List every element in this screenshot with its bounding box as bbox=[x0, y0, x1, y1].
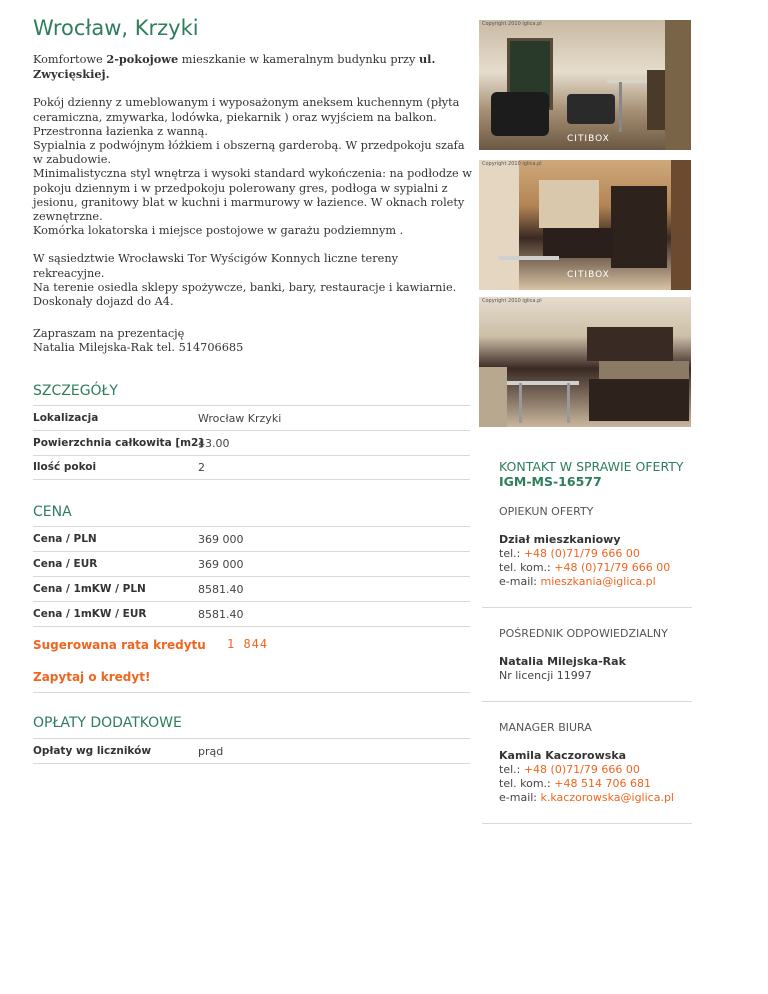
description bbox=[33, 52, 473, 370]
description-intro bbox=[33, 52, 473, 82]
detail-label: Lokalizacja bbox=[33, 412, 99, 424]
divider bbox=[33, 526, 470, 527]
neighbourhood-line: Na terenie osiedla sklepy spożywcze, banki, bary, restauracje i kawiarnie. bbox=[33, 280, 457, 294]
divider bbox=[33, 430, 470, 431]
manager-heading: MANAGER BIURA bbox=[499, 721, 592, 734]
manager-name: Kamila Kaczorowska bbox=[499, 749, 627, 762]
photo-watermark: CITIBOX bbox=[567, 134, 610, 144]
feature-line: Pokój dzienny z umeblowanym i wyposażonym aneksem kuchennym (płyta ceramiczna, zmywarka, lodówka, piekarnik ) oraz wyjściem na balkon. bbox=[33, 96, 460, 124]
intro-rooms: 2-pokojowe bbox=[106, 52, 179, 66]
divider bbox=[482, 823, 692, 824]
description-invitation bbox=[33, 327, 473, 355]
agent-details bbox=[499, 655, 626, 683]
description-features bbox=[33, 96, 473, 238]
caretaker-details bbox=[499, 533, 670, 589]
photo-kitchen[interactable] bbox=[479, 160, 691, 290]
photo-watermark: CITIBOX bbox=[567, 270, 610, 280]
offer-id: IGM-MS-16577 bbox=[499, 474, 602, 489]
intro-text-2: mieszkanie w kameralnym budynku przy bbox=[178, 53, 419, 66]
photo-copyright: Copyright 2010 iglica.pl bbox=[482, 21, 542, 27]
detail-value: 43.00 bbox=[198, 437, 230, 450]
divider bbox=[482, 607, 692, 608]
fee-value: prąd bbox=[198, 745, 224, 758]
caretaker-heading: OPIEKUN OFERTY bbox=[499, 505, 594, 518]
email-label: e-mail: bbox=[499, 575, 541, 588]
agent-heading: POŚREDNIK ODPOWIEDZIALNY bbox=[499, 627, 668, 640]
fee-label: Opłaty wg liczników bbox=[33, 745, 152, 757]
price-label: Cena / EUR bbox=[33, 558, 98, 570]
price-value: 8581.40 bbox=[198, 583, 244, 596]
price-label: Cena / 1mKW / EUR bbox=[33, 608, 147, 620]
loan-installment-label: Sugerowana rata kredytu bbox=[33, 638, 206, 652]
description-neighbourhood bbox=[33, 252, 473, 309]
tel-label: tel.: bbox=[499, 763, 524, 776]
manager-details bbox=[499, 749, 674, 805]
price-value: 8581.40 bbox=[198, 608, 244, 621]
fees-heading: OPŁATY DODATKOWE bbox=[33, 715, 182, 731]
divider bbox=[482, 701, 692, 702]
agent-license: Nr licencji 11997 bbox=[499, 669, 592, 682]
contact-block bbox=[499, 459, 684, 489]
ask-credit-link[interactable]: Zapytaj o kredyt! bbox=[33, 670, 151, 684]
feature-line: Minimalistyczna styl wnętrza i wysoki standard wykończenia: na podłodze w pokoju dziennym i w przedpokoju polerowany gres, podłoga w sypialni z jesionu, granitowy blat w kuchni i marmurowy w łazience. W oknach rolety zewnętrzne. bbox=[33, 167, 472, 224]
page-title: Wrocław, Krzyki bbox=[33, 16, 199, 40]
divider bbox=[33, 479, 470, 480]
manager-mobile-link[interactable]: +48 514 706 681 bbox=[554, 777, 651, 790]
price-label: Cena / 1mKW / PLN bbox=[33, 583, 146, 595]
intro-street: ul. Zwycięskiej. bbox=[33, 52, 436, 82]
invitation-line: Natalia Milejska-Rak tel. 514706685 bbox=[33, 341, 244, 355]
email-label: e-mail: bbox=[499, 791, 541, 804]
contact-heading: KONTAKT W SPRAWIE OFERTY bbox=[499, 459, 684, 474]
mobile-label: tel. kom.: bbox=[499, 561, 555, 574]
divider bbox=[33, 601, 470, 602]
mobile-label: tel. kom.: bbox=[499, 777, 555, 790]
details-heading: SZCZEGÓŁY bbox=[33, 383, 118, 399]
price-value: 369 000 bbox=[198, 558, 244, 571]
photo-copyright: Copyright 2010 iglica.pl bbox=[482, 298, 542, 304]
feature-line: Komórka lokatorska i miejsce postojowe w garażu podziemnym . bbox=[33, 224, 404, 238]
detail-label: Ilość pokoi bbox=[33, 461, 97, 473]
invitation-line: Zapraszam na prezentację bbox=[33, 327, 185, 341]
manager-phone-link[interactable]: +48 (0)71/79 666 00 bbox=[523, 763, 640, 776]
detail-value: 2 bbox=[198, 461, 205, 474]
neighbourhood-line: Doskonały dojazd do A4. bbox=[33, 295, 174, 309]
price-label: Cena / PLN bbox=[33, 533, 97, 545]
detail-label: Powierzchnia całkowita [m2] bbox=[33, 437, 204, 449]
neighbourhood-line: W sąsiedztwie Wrocławski Tor Wyścigów Konnych liczne tereny rekreacyjne. bbox=[33, 252, 398, 280]
photo-kitchen-dining[interactable] bbox=[479, 297, 691, 427]
caretaker-email-link[interactable]: mieszkania@iglica.pl bbox=[540, 575, 656, 588]
feature-line: Sypialnia z podwójnym łóżkiem i obszerną garderobą. W przedpokoju szafa w zabudowie. bbox=[33, 139, 465, 167]
loan-installment-value: 1 844 bbox=[227, 637, 269, 651]
divider bbox=[33, 763, 470, 764]
caretaker-phone-link[interactable]: +48 (0)71/79 666 00 bbox=[523, 547, 640, 560]
divider bbox=[33, 455, 470, 456]
caretaker-name: Dział mieszkaniowy bbox=[499, 533, 621, 546]
tel-label: tel.: bbox=[499, 547, 524, 560]
divider bbox=[33, 405, 470, 406]
manager-email-link[interactable]: k.kaczorowska@iglica.pl bbox=[540, 791, 674, 804]
divider bbox=[33, 576, 470, 577]
intro-text: Komfortowe bbox=[33, 53, 107, 66]
price-value: 369 000 bbox=[198, 533, 244, 546]
price-heading: CENA bbox=[33, 504, 72, 520]
photo-copyright: Copyright 2010 iglica.pl bbox=[482, 161, 542, 167]
photo-living-room[interactable] bbox=[479, 20, 691, 150]
feature-line: Przestronna łazienka z wanną. bbox=[33, 124, 208, 138]
divider bbox=[33, 738, 470, 739]
divider bbox=[33, 692, 470, 693]
agent-name: Natalia Milejska-Rak bbox=[499, 655, 626, 668]
divider bbox=[33, 551, 470, 552]
caretaker-mobile-link[interactable]: +48 (0)71/79 666 00 bbox=[554, 561, 671, 574]
divider bbox=[33, 626, 470, 627]
detail-value: Wrocław Krzyki bbox=[198, 412, 282, 425]
